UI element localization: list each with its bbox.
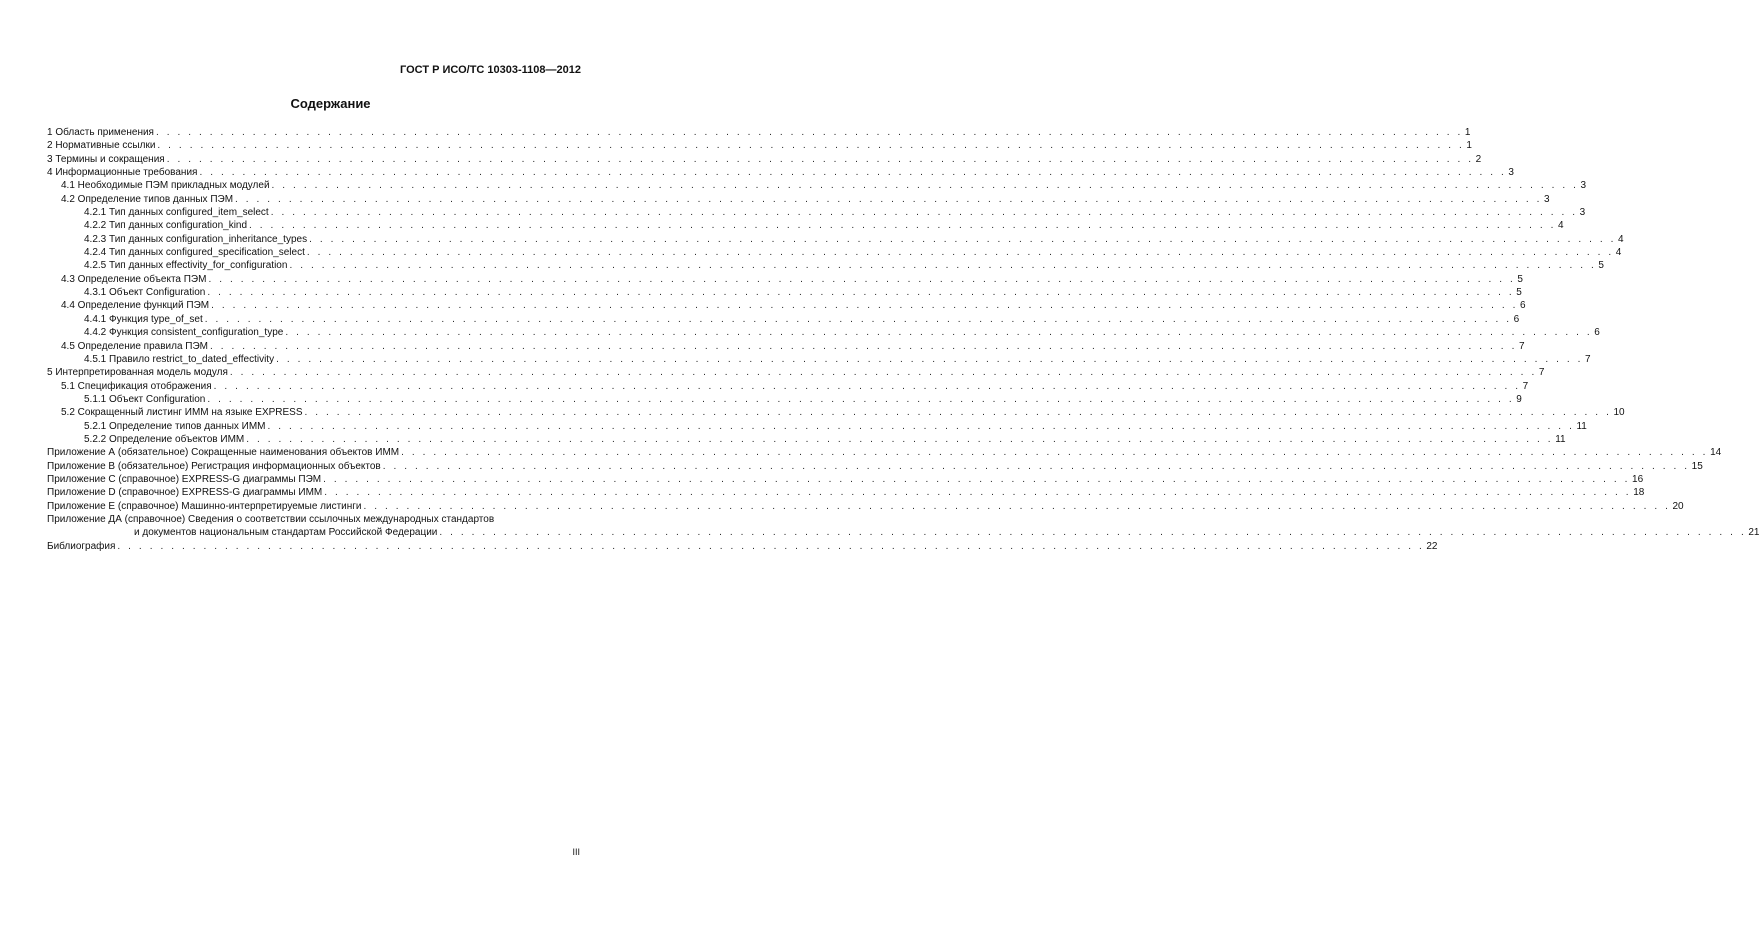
toc-entry-page: 5 xyxy=(1598,260,1604,272)
toc-entry-label: 4.5 Определение правила ПЭМ xyxy=(61,340,209,352)
toc-entry-page: 15 xyxy=(1691,460,1703,472)
table-of-contents xyxy=(47,126,1759,553)
toc-dot-leader xyxy=(157,139,1464,152)
toc-entry-page: 18 xyxy=(1633,487,1645,499)
toc-entry[interactable] xyxy=(47,206,1586,219)
toc-entry-page: 1 xyxy=(1464,127,1471,138)
toc-dot-leader xyxy=(401,446,1708,459)
toc-entry-page: 4 xyxy=(1618,233,1624,245)
toc-entry-label: и документов национальным стандартам Российской Федерации xyxy=(134,527,438,539)
toc-dot-leader xyxy=(276,353,1583,366)
toc-entry-label: 4.2.1 Тип данных configured_item_select xyxy=(84,207,269,219)
page-number: III xyxy=(572,847,580,857)
toc-entry-label: 4.2.2 Тип данных configuration_kind xyxy=(84,220,248,232)
toc-entry-label: 4.1 Необходимые ПЭМ прикладных модулей xyxy=(61,180,270,192)
toc-entry-label: Приложение ДА (справочное) Сведения о соответствии ссылочных международных стандартов xyxy=(47,513,495,525)
toc-dot-leader xyxy=(208,273,1515,286)
toc-entry-label: 4.4.1 Функция type_of_set xyxy=(84,313,203,325)
toc-entry-label: 5.2.2 Определение объектов ИММ xyxy=(84,433,245,445)
toc-entry-label: 4.2.5 Тип данных effectivity_for_configuration xyxy=(84,260,288,272)
toc-entry[interactable] xyxy=(47,500,1684,513)
toc-entry[interactable] xyxy=(47,166,1514,179)
toc-entry[interactable] xyxy=(47,153,1482,166)
toc-entry[interactable] xyxy=(47,473,1644,486)
toc-dot-leader xyxy=(383,460,1690,473)
toc-entry-page: 7 xyxy=(1518,340,1525,352)
toc-entry-page: 5 xyxy=(1517,273,1523,285)
toc-entry-page: 6 xyxy=(1520,300,1526,312)
toc-entry-label: 2 Нормативные ссылки xyxy=(47,140,156,152)
toc-entry[interactable] xyxy=(47,219,1564,232)
toc-entry[interactable] xyxy=(47,299,1526,312)
toc-entry[interactable] xyxy=(47,420,1587,433)
toc-entry-page: 7 xyxy=(1585,353,1591,365)
toc-entry-page: 22 xyxy=(1426,540,1438,552)
toc-entry[interactable] xyxy=(47,179,1587,192)
toc-entry[interactable] xyxy=(47,393,1522,406)
toc-entry-label: 4.3 Определение объекта ПЭМ xyxy=(61,273,207,285)
toc-entry[interactable] xyxy=(47,139,1472,152)
toc-dot-leader xyxy=(117,540,1424,553)
toc-entry[interactable] xyxy=(47,193,1550,206)
toc-entry[interactable] xyxy=(47,126,1471,139)
toc-entry-page: 4 xyxy=(1557,220,1564,232)
toc-entry[interactable] xyxy=(47,259,1604,272)
toc-entry[interactable] xyxy=(47,540,1438,553)
toc-entry[interactable] xyxy=(47,326,1600,339)
toc-entry-label: 5 Интерпретированная модель модуля xyxy=(47,367,228,379)
toc-dot-leader xyxy=(235,193,1542,206)
toc-dot-leader xyxy=(207,286,1514,299)
toc-entry-page: 7 xyxy=(1522,380,1529,392)
toc-dot-leader xyxy=(199,166,1506,179)
toc-dot-leader xyxy=(439,526,1746,539)
toc-entry-page: 3 xyxy=(1508,167,1514,179)
toc-dot-leader xyxy=(305,406,1612,419)
toc-entry[interactable] xyxy=(47,340,1525,353)
toc-entry[interactable] xyxy=(47,460,1703,473)
toc-entry[interactable] xyxy=(47,446,1722,459)
toc-entry-label: 4.2.4 Тип данных configured_specification_select xyxy=(84,247,305,259)
toc-entry[interactable] xyxy=(47,353,1591,366)
toc-entry[interactable] xyxy=(47,433,1566,446)
toc-entry-page: 20 xyxy=(1672,500,1684,512)
toc-entry[interactable] xyxy=(47,406,1625,419)
toc-entry-label: Приложение А (обязательное) Сокращенные наименования объектов ИММ xyxy=(47,447,400,459)
toc-entry[interactable] xyxy=(47,273,1523,286)
toc-entry-label: 1 Область применения xyxy=(47,127,154,138)
toc-entry[interactable] xyxy=(47,233,1624,246)
toc-entry-label: 5.2.1 Определение типов данных ИММ xyxy=(84,420,266,432)
toc-entry-page: 14 xyxy=(1710,447,1722,459)
toc-dot-leader xyxy=(167,153,1474,166)
toc-entry-label: Приложение С (справочное) EXPRESS-G диаграммы ПЭМ xyxy=(47,473,322,485)
toc-entry[interactable] xyxy=(47,286,1522,299)
toc-entry-label: 4.3.1 Объект Configuration xyxy=(84,287,206,299)
toc-entry[interactable] xyxy=(47,246,1622,259)
toc-entry-label: 5.2 Сокращенный листинг ИММ на языке EXPRESS xyxy=(61,407,303,419)
toc-entry[interactable] xyxy=(47,526,1759,539)
toc-entry-label: 5.1 Спецификация отображения xyxy=(61,380,212,392)
toc-entry-page: 3 xyxy=(1580,180,1587,192)
toc-entry-page: 10 xyxy=(1613,407,1625,419)
toc-entry-page: 6 xyxy=(1513,313,1520,325)
toc-dot-leader xyxy=(156,126,1463,139)
toc-entry-page: 1 xyxy=(1466,140,1472,152)
toc-entry-label: 4.5.1 Правило restrict_to_dated_effectivity xyxy=(84,353,275,365)
toc-entry-label: Приложение В (обязательное) Регистрация информационных объектов xyxy=(47,460,381,472)
toc-dot-leader xyxy=(246,433,1553,446)
toc-dot-leader xyxy=(272,179,1579,192)
document-id-header: ГОСТ Р ИСО/ТС 10303-1108—2012 xyxy=(400,64,581,76)
toc-entry[interactable] xyxy=(47,513,582,526)
toc-title: Содержание xyxy=(290,96,371,111)
toc-dot-leader xyxy=(323,473,1630,486)
toc-entry-page: 16 xyxy=(1632,473,1644,485)
toc-entry-label: 4.4.2 Функция consistent_configuration_type xyxy=(84,327,284,339)
toc-dot-leader xyxy=(214,380,1521,393)
toc-dot-leader xyxy=(324,486,1631,499)
toc-dot-leader xyxy=(289,259,1596,272)
toc-entry-page: 9 xyxy=(1516,393,1522,405)
toc-dot-leader xyxy=(210,340,1517,353)
toc-dot-leader xyxy=(307,246,1614,259)
toc-entry-label: 4 Информационные требования xyxy=(47,167,198,179)
toc-entry[interactable] xyxy=(47,380,1529,393)
toc-entry-page: 7 xyxy=(1538,367,1545,379)
toc-entry[interactable] xyxy=(47,486,1645,499)
toc-entry-page: 11 xyxy=(1576,420,1587,432)
toc-entry-page: 6 xyxy=(1594,327,1600,339)
toc-entry-page: 11 xyxy=(1555,433,1566,445)
toc-dot-leader xyxy=(364,500,1671,513)
toc-entry-label: Приложение Е (справочное) Машинно-интерпретируемые листинги xyxy=(47,500,362,512)
toc-entry-label: 4.4 Определение функций ПЭМ xyxy=(61,300,210,312)
toc-entry-label: Библиография xyxy=(47,540,116,552)
toc-dot-leader xyxy=(249,219,1556,232)
toc-entry-label: Приложение D (справочное) EXPRESS-G диаграммы ИММ xyxy=(47,487,323,499)
toc-entry-page: 21 xyxy=(1748,527,1759,539)
toc-entry-page: 4 xyxy=(1615,247,1622,259)
toc-dot-leader xyxy=(309,233,1616,246)
toc-entry-label: 4.2 Определение типов данных ПЭМ xyxy=(61,193,234,205)
toc-entry-page: 5 xyxy=(1516,287,1522,299)
toc-entry[interactable] xyxy=(47,313,1520,326)
toc-dot-leader xyxy=(271,206,1578,219)
toc-entry-page: 3 xyxy=(1543,193,1550,205)
toc-entry[interactable] xyxy=(47,366,1545,379)
toc-entry-page: 3 xyxy=(1579,207,1586,219)
toc-dot-leader xyxy=(230,366,1537,379)
toc-dot-leader xyxy=(211,299,1518,312)
toc-dot-leader xyxy=(205,313,1512,326)
toc-dot-leader xyxy=(268,420,1575,433)
toc-entry-label: 5.1.1 Объект Configuration xyxy=(84,393,206,405)
toc-dot-leader xyxy=(285,326,1592,339)
toc-entry-label: 3 Термины и сокращения xyxy=(47,153,165,165)
toc-dot-leader xyxy=(207,393,1514,406)
toc-entry-label: 4.2.3 Тип данных configuration_inheritance_types xyxy=(84,233,308,245)
toc-entry-page: 2 xyxy=(1475,153,1482,165)
